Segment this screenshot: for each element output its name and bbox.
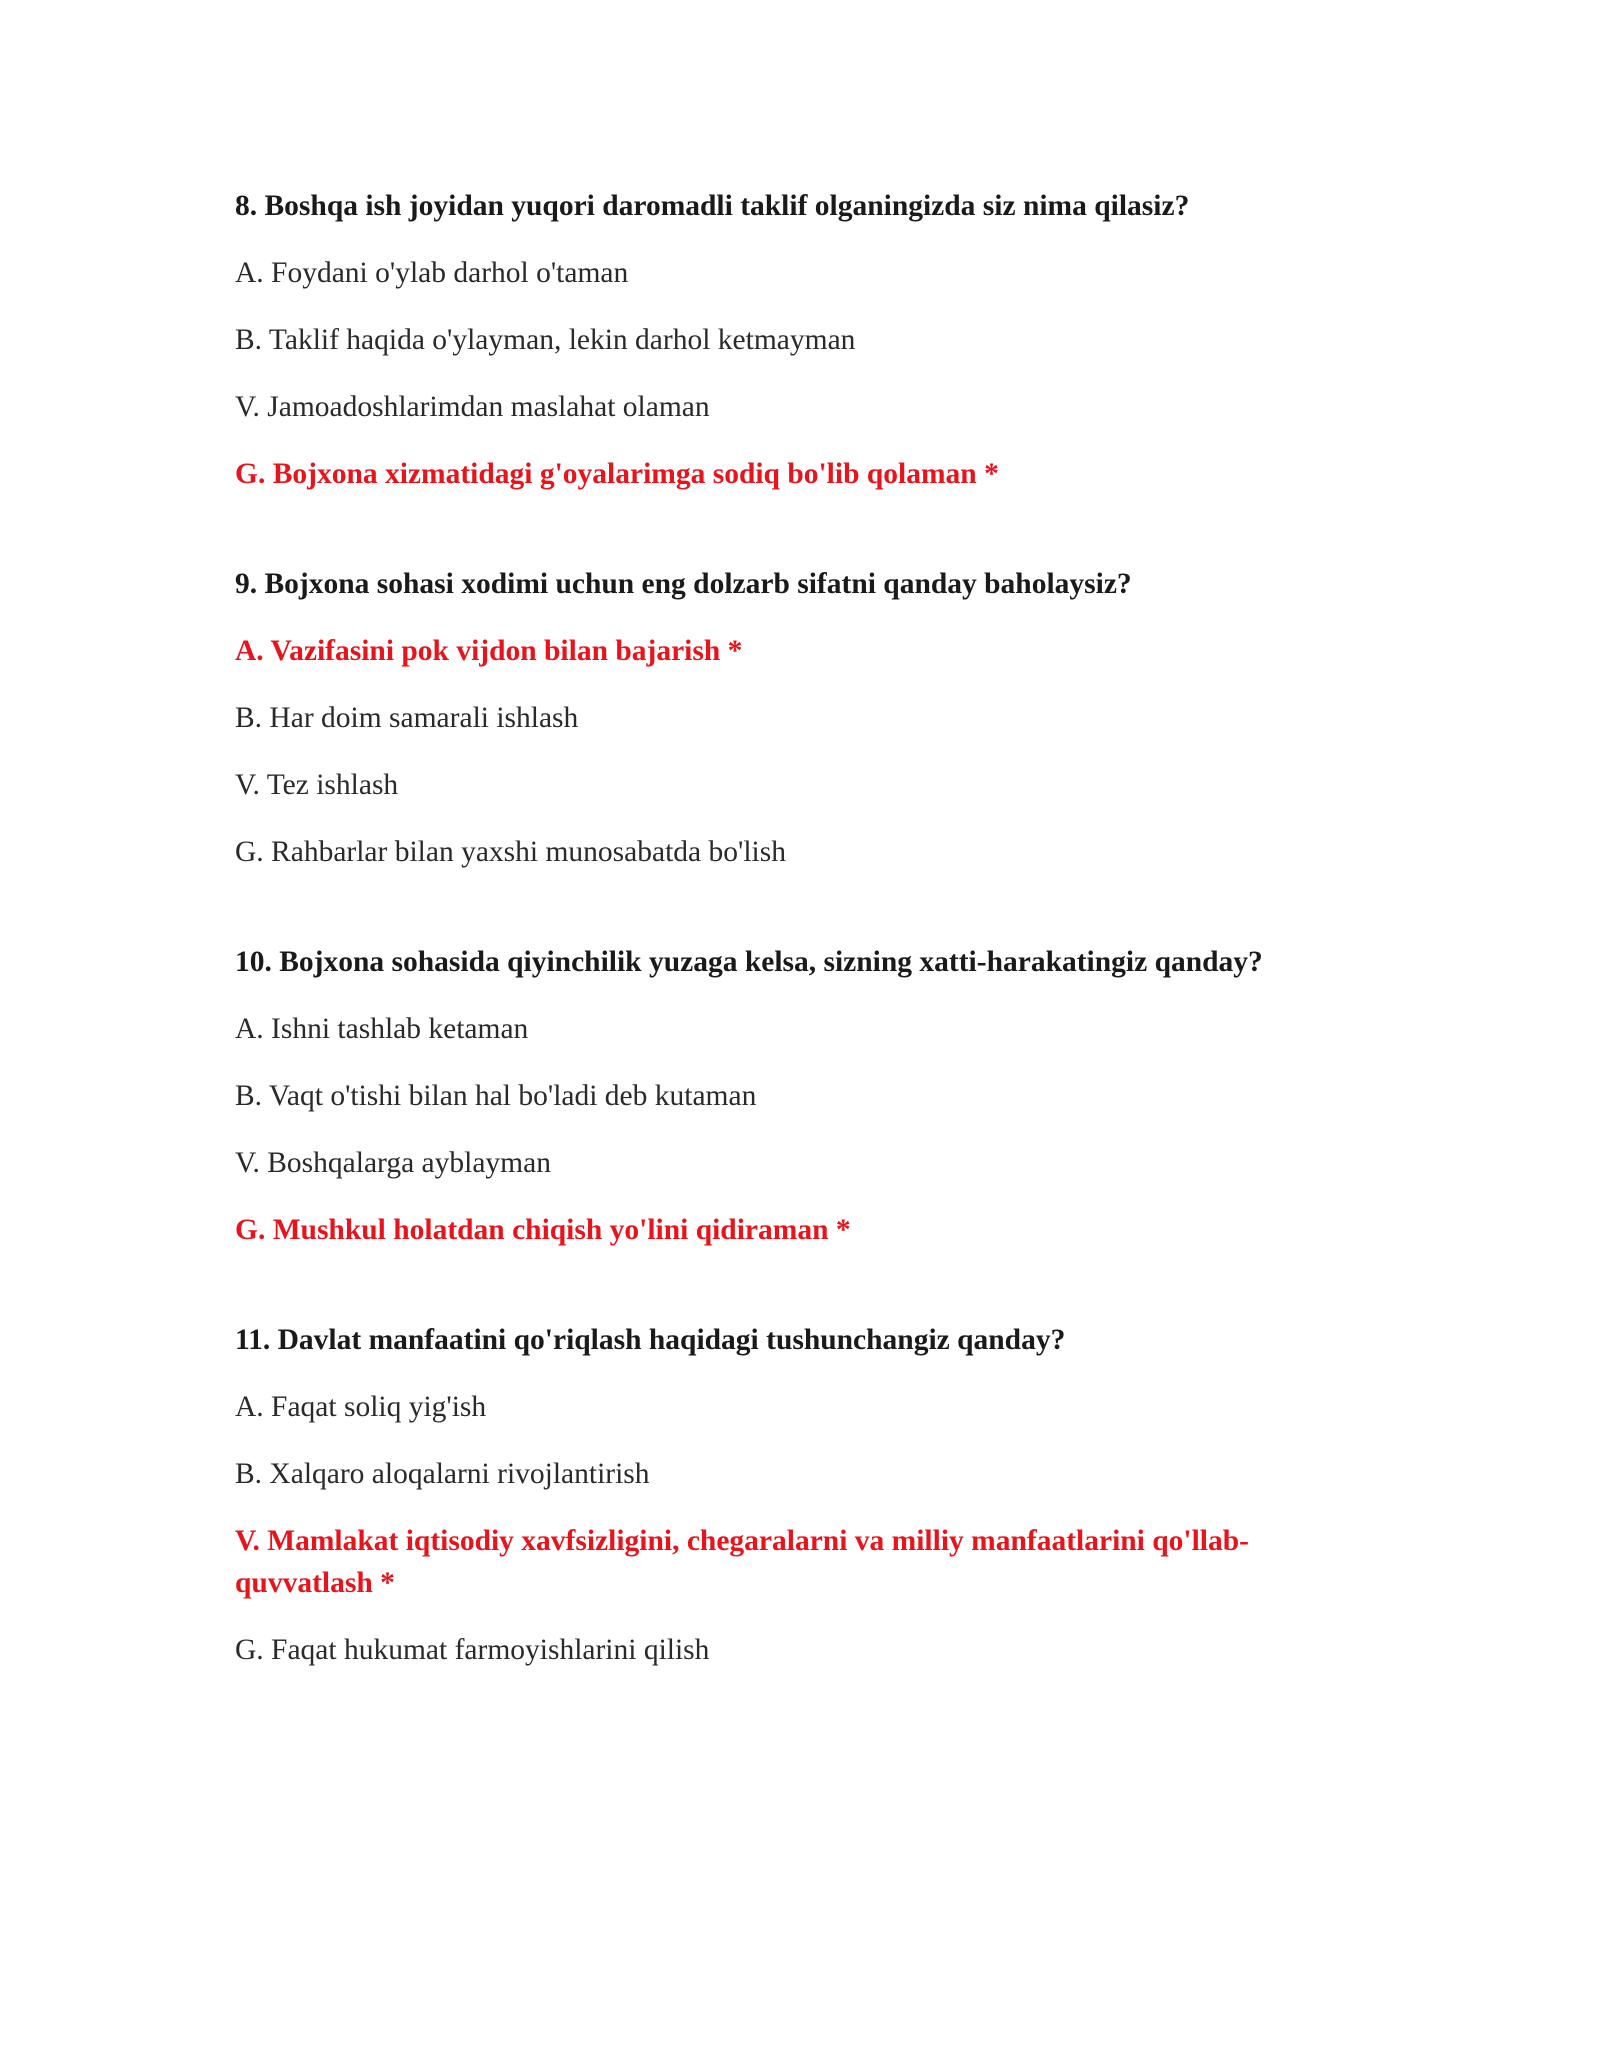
question-text: 11. Davlat manfaatini qo'riqlash haqidagi tushunchangiz qanday? xyxy=(235,1324,1066,1356)
correct-answer-option: G. Bojxona xizmatidagi g'oyalarimga sodiq bo'lib qolaman * xyxy=(235,458,999,490)
answer-option: G. Rahbarlar bilan yaxshi munosabatda bo'lish xyxy=(235,836,786,868)
question-text: 10. Bojxona sohasida qiyinchilik yuzaga kelsa, sizning xatti-harakatingiz qanday? xyxy=(235,946,1263,978)
correct-answer-option: V. Mamlakat iqtisodiy xavfsizligini, chegaralarni va milliy manfaatlarini qo'llab-quvvatlash * xyxy=(235,1525,1249,1599)
answer-option: A. Foydani o'ylab darhol o'taman xyxy=(235,257,629,289)
question-block xyxy=(235,941,1365,1251)
answer-option: B. Vaqt o'tishi bilan hal bo'ladi deb kutaman xyxy=(235,1080,757,1112)
question-text: 9. Bojxona sohasi xodimi uchun eng dolzarb sifatni qanday baholaysiz? xyxy=(235,568,1132,600)
answer-option: V. Jamoadoshlarimdan maslahat olaman xyxy=(235,391,710,423)
correct-answer-option: A. Vazifasini pok vijdon bilan bajarish * xyxy=(235,635,743,667)
question-block xyxy=(235,563,1365,873)
answer-option: A. Faqat soliq yig'ish xyxy=(235,1391,487,1423)
answer-option: B. Har doim samarali ishlash xyxy=(235,702,579,734)
question-list xyxy=(235,185,1365,1739)
question-block xyxy=(235,185,1365,495)
correct-answer-option: G. Mushkul holatdan chiqish yo'lini qidiraman * xyxy=(235,1214,851,1246)
answer-option: A. Ishni tashlab ketaman xyxy=(235,1013,529,1045)
answer-option: V. Tez ishlash xyxy=(235,769,399,801)
answer-option: V. Boshqalarga ayblayman xyxy=(235,1147,551,1179)
answer-option: G. Faqat hukumat farmoyishlarini qilish xyxy=(235,1634,710,1666)
question-block xyxy=(235,1319,1365,1671)
question-text: 8. Boshqa ish joyidan yuqori daromadli taklif olganingizda siz nima qilasiz? xyxy=(235,190,1190,222)
answer-option: B. Taklif haqida o'ylayman, lekin darhol ketmayman xyxy=(235,324,856,356)
answer-option: B. Xalqaro aloqalarni rivojlantirish xyxy=(235,1458,650,1490)
